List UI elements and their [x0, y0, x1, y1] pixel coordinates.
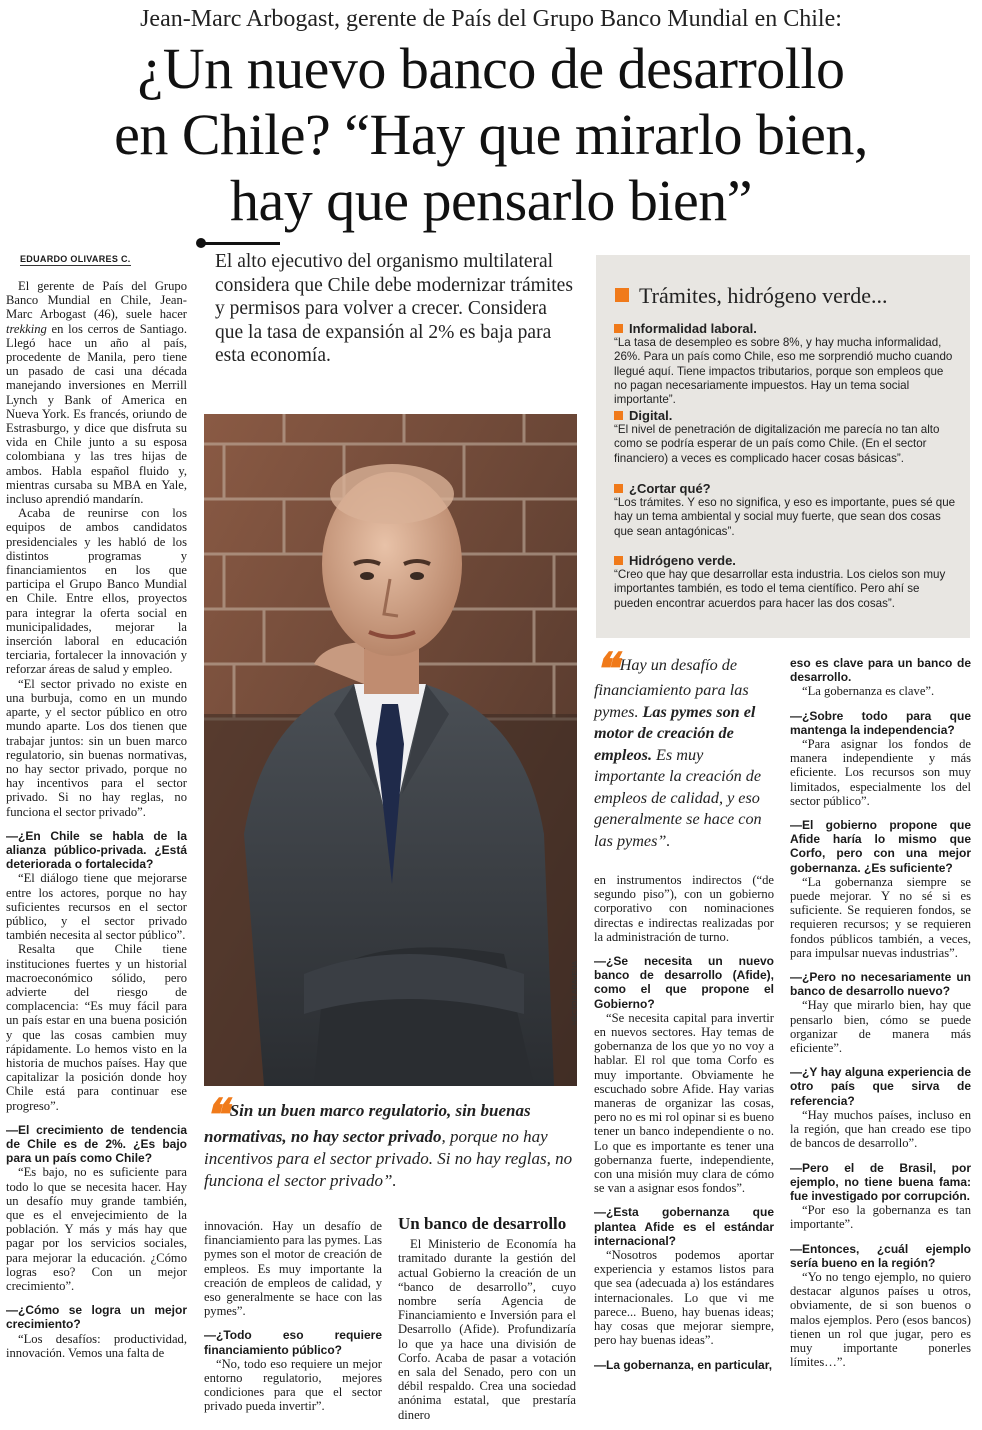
col1-paragraph-1: El gerente de País del Grupo Banco Mundial en Chile, Jean-Marc Arbogast (46), suele hacer trekking en los cerros de Santiago. Llegó hace un año al país, procedente de Manila, pero tiene un pasado de casi una década manejando inversiones en Merrill Lynch y Bank of America en Nueva York. Es francés, oriundo de Estrasburgo, y dice que disfruta su vida en Chile junto a su esposa colombiana y las tres hijas de ambos. Habla español fluido y, mientras cursaba su MBA en Yale, incluso aprendió mandarín.	[6, 279, 187, 507]
col2-answer-1: “No, todo eso requiere un mejor entorno regulatorio, mejores condiciones para que el sector privado pueda invertir”.	[204, 1356, 382, 1414]
col5-answer-1: “Para asignar los fondos de manera independiente y más eficiente. Los recursos son muy limitados, especialmente los del sector público”.	[790, 737, 971, 808]
col5-answer-4: “Hay muchos países, incluso en la región, que han creado ese tipo de bancos de desarrollo”.	[790, 1107, 971, 1151]
col5-answer-3: “Hay que mirarlo bien, hay que pensarlo bien, cómo se puede organizar de manera más eficiente”.	[790, 998, 971, 1056]
col5-question-2: —El gobierno propone que Afide haría lo mismo que Corfo, pero con una mejor gobernanza. ¿Es suficiente?	[790, 818, 971, 875]
headline-line-3: hay que pensarlo bien”	[229, 168, 753, 233]
portrait-illustration	[204, 414, 577, 1086]
orange-square-icon	[614, 324, 623, 333]
col4-question-3: —La gobernanza, en particular,	[594, 1357, 773, 1372]
headline	[0, 36, 982, 234]
headline-rule-dot	[196, 238, 206, 248]
pull-quote-1-bold: Sin un buen marco regulatorio, sin buenas normativas, no hay sector privado	[204, 1101, 531, 1146]
quote-mark-icon: ❝	[204, 1091, 228, 1140]
col5-answer-0: “La gobernanza es clave”.	[802, 684, 935, 699]
portrait-photo	[204, 414, 577, 1086]
col5-question-cont: eso es clave para un banco de desarrollo.	[790, 656, 971, 685]
col1-answer-2: “Es bajo, no es suficiente para todo lo que se necesita hacer. Hay un desafío muy grande también, que es el envejecimiento de la población. Y más y más hay que pagar por los servicios sociales, para mejorar la educación. ¿Cómo logras eso? Con un mejor crecimiento”.	[6, 1165, 187, 1294]
box-item-hidrogeno: Hidrógeno verde. “Creo que hay que desarrollar esta industria. Los cielos son muy importantes también, es todo el tema científico. Pero ahí se pueden encontrar acuerdos para hacer las dos cosas”.	[614, 553, 946, 610]
pull-quote-1-rest: , porque no hay incentivos para el sector privado. Si no hay reglas, no funciona el sector privado”.	[204, 1127, 573, 1190]
col5-question-1: —¿Sobre todo para que mantenga la independencia?	[790, 708, 971, 737]
lead-paragraph: El alto ejecutivo del organismo multilateral considera que Chile debe modernizar trámites y permisos para volver a crecer. Considera que la tasa de expansión al 2% es baja para esta economía.	[215, 251, 573, 366]
col1-question-2: —El crecimiento de tendencia de Chile es de 2%. ¿Es bajo para un país como Chile?	[6, 1122, 187, 1166]
box-item-digital: Digital. “El nivel de penetración de digitalización me parecía no tan alto como se podría esperar de un país como Chile. (En el sector financiero) a veces es complicado hacer cosas básicas”.	[614, 408, 940, 465]
box-item-informalidad: Informalidad laboral. “La tasa de desempleo es sobre 8%, y hay mucha informalidad, 26%. Para un país como Chile, eso me sorprendió mucho cuando llegué aquí. Tiene impactos tributarios, porque son empleos que no pagan necesariamente impuestos. Hay un tema social importante”.	[614, 321, 953, 407]
box-item-cortar: ¿Cortar qué? “Los trámites. Y eso no significa, y eso es importante, pues sé que hay un tema ambiental y social muy fuerte, que sean dos cosas que sean antagónicas”.	[614, 481, 956, 538]
col5-question-4: —¿Y hay alguna experiencia de otro país que sirva de referencia?	[790, 1065, 971, 1108]
col1-answer-1: “El diálogo tiene que mejorarse entre los actores, porque no hay suficientes recursos en el sector público, y el sector privado también necesita al sector público”.	[6, 871, 187, 943]
col1-question-3: —¿Cómo se logra un mejor crecimiento?	[6, 1303, 187, 1332]
kicker: Jean-Marc Arbogast, gerente de País del Grupo Banco Mundial en Chile:	[140, 6, 842, 32]
orange-square-icon	[614, 556, 623, 565]
col5-answer-6: “Yo no tengo ejemplo, no quiero destacar algunos países u otros, obviamente, de si son buenos o malos ejemplos. Pero (esos bancos) tienen un rol que jugar, pero es muy importante ponerles límites…”.	[790, 1269, 971, 1370]
pull-quote-1	[204, 1091, 576, 1192]
byline: EDUARDO OLIVARES C.	[20, 254, 131, 264]
column-1	[6, 279, 187, 1360]
column-3	[398, 1214, 576, 1422]
subhead-banco-desarrollo: Un banco de desarrollo	[398, 1214, 567, 1233]
col5-question-3: —¿Pero no necesariamente un banco de desarrollo nuevo?	[790, 970, 971, 999]
col2-paragraph-1: innovación. Hay un desafío de financiamiento para las pymes. Las pymes son el motor de creación de empleos. Es muy importante la creación de empleos de calidad, y eso generalmente se hace con las pymes”.	[204, 1219, 382, 1319]
col1-question-1: —¿En Chile se habla de la alianza público-privada. ¿Está deteriorada o fortalecida?	[6, 828, 187, 872]
col1-paragraph-3: “El sector privado no existe en una burbuja, como en un mundo aparte, y el sector público en otro mundo aparte. Los dos tienen que trabajar juntos: sin un buen marco regulatorio, sin buenas normativas, no hay sector privado, porque no hay incentivos para el sector privado. Si no hay reglas, no funciona el sector privado”.	[6, 676, 187, 819]
col5-question-6: —Entonces, ¿cuál ejemplo sería bueno en la región?	[790, 1241, 971, 1270]
col1-paragraph-2: Acaba de reunirse con los equipos de ambos candidatos presidenciales y les habló de los distintos programas y financiamientos en los que participa el Grupo Banco Mundial en Chile. Entre ellos, proyectos para integrar la oferta social en municipalidades, mejorar la inserción laboral en educación terciaria, fortalecer la innovación y reforzar áreas de salud y empleo.	[6, 506, 187, 677]
pull-quote-2: ❝ Hay un desafío de financiamiento para las pymes. Las pymes son el motor de creación de empleos. Es muy importante la creación de empleos de calidad, y eso generalmente se hace con las pymes”.	[594, 645, 762, 850]
quote-mark-icon: ❝	[594, 645, 618, 694]
col4-question-2: —¿Esta gobernanza que plantea Afide es el estándar internacional?	[594, 1205, 774, 1248]
col4-answer-1: “Se necesita capital para invertir en nuevos sectores. Hay temas de gobernanza de los que yo no voy a hablar. El rol que toma Corfo es muy importante. Obviamente he escuchado sobre Afide. Hay varias maneras de organizar las cosas, pero no es mi rol opinar si es bueno tener un banco independiente o no. Lo que es importante es tener una gobernanza fuerte, independiente, con una misión muy clara de cómo se van a asignar esos fondos”.	[594, 1010, 774, 1196]
orange-square-icon	[615, 288, 629, 302]
photo-credit: HÉCTOR ARAVENA	[572, 961, 579, 1025]
headline-line-2: en Chile? “Hay que mirarlo bien,	[114, 102, 868, 167]
headline-line-1: ¿Un nuevo banco de desarrollo	[137, 36, 845, 101]
orange-square-icon	[614, 484, 623, 493]
column-4	[594, 873, 774, 1372]
orange-square-icon	[614, 411, 623, 420]
col3-paragraph-1: El Ministerio de Economía ha tramitado durante la gestión del actual Gobierno la creación de un “banco de desarrollo”, cuyo nombre sería Agencia de Financiamiento e Inversión para el Desarrollo (Afide). Profundizaría lo que ya hace una división de Corfo. Acaba de pasar a votación en sala del Senado, pero con un débil respaldo. Crea una sociedad anónima estatal, que prestaría dinero	[398, 1237, 576, 1422]
col1-paragraph-4: Resalta que Chile tiene instituciones fuertes y un historial macroeconómico sólido, pero advierte del riesgo de complacencia: “Es muy fácil para un país estar en una buena posición y que las cosas cambien muy rápidamente. Lo hemos visto en la historia de muchos países. Hay que capitalizar la posición donde hoy Chile está para continuar ese progreso”.	[6, 942, 187, 1113]
col4-question-1: —¿Se necesita un nuevo banco de desarrollo (Afide), como el que propone el Gobierno?	[594, 954, 774, 1011]
col5-answer-2: “La gobernanza siempre se puede mejorar. Y no sé si es suficiente. Se requieren fondos, se requieren recursos; y se requieren fondos públicos también, a veces, para impulsar nuevas industrias”.	[790, 874, 971, 960]
col5-question-5: —Pero el de Brasil, por ejemplo, no tiene buena fama: fue investigado por corrupción.	[790, 1160, 971, 1203]
col1-answer-3: “Los desafíos: productividad, innovación. Vemos una falta de	[6, 1331, 187, 1360]
col5-answer-5: “Por eso la gobernanza es tan importante”.	[790, 1203, 971, 1232]
col4-answer-2: “Nosotros podemos aportar experiencia y estamos listos para que sea (adecuada a) los estándares internacionales. Lo que vi me parece... Bueno, hay buenas ideas; hay cosas que mejorar siempre, pero hay buenas ideas”.	[594, 1248, 774, 1348]
col4-paragraph-1: en instrumentos indirectos (“de segundo piso”), con un gobierno corporativo con nominaciones directas e indirectas realizadas por la administración de turno.	[594, 873, 774, 944]
col2-question-1: —¿Todo eso requiere financiamiento público?	[204, 1328, 382, 1357]
column-2	[204, 1219, 382, 1414]
sidebar-box-title: Trámites, hidrógeno verde...	[615, 283, 887, 309]
column-5	[790, 656, 971, 1369]
headline-rule	[200, 242, 280, 245]
